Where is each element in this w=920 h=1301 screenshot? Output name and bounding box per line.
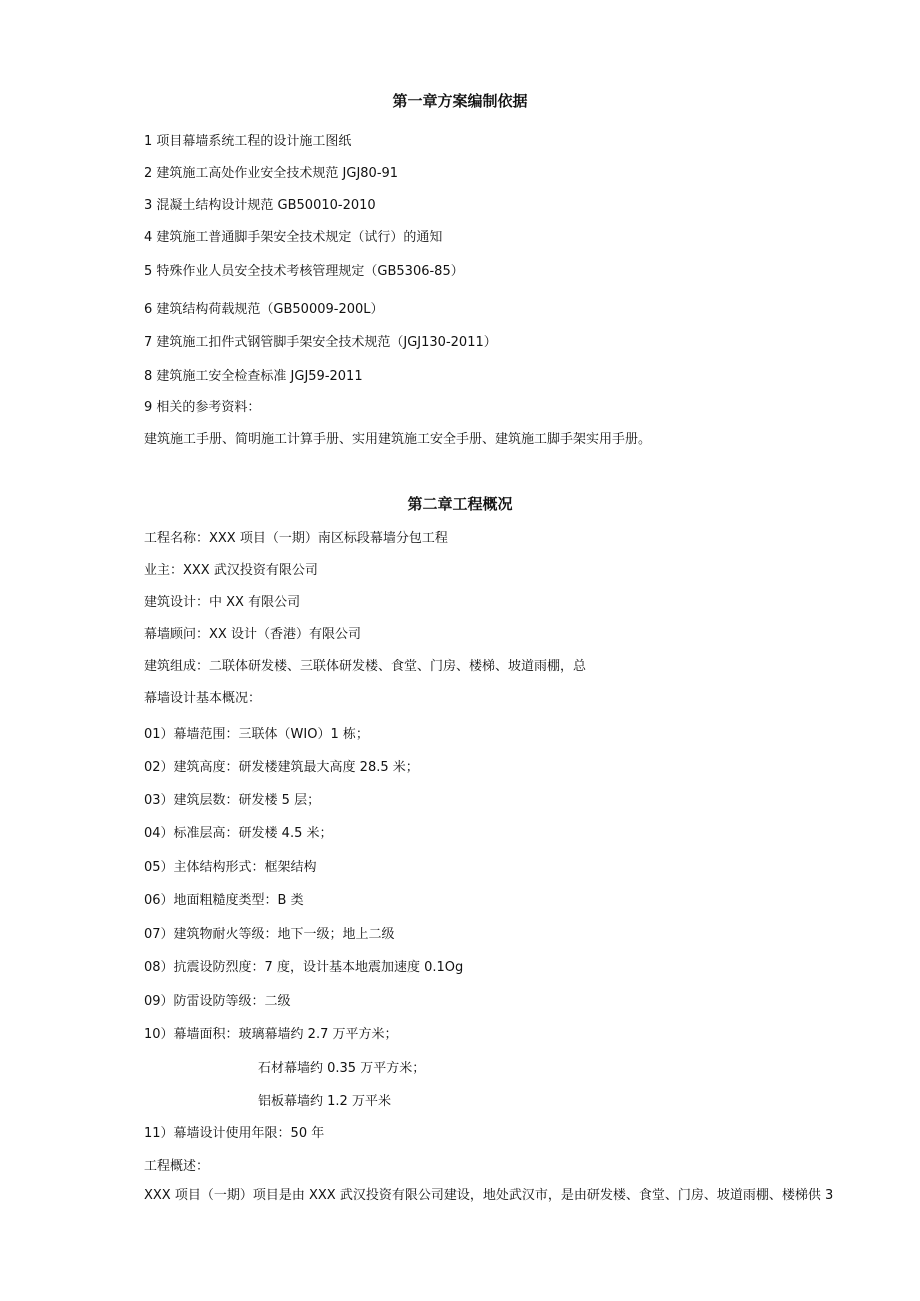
area-aluminum: 铝板幕墙约 1.2 万平米 — [258, 1094, 391, 1109]
detail-item-02: 02）建筑高度：研发楼建筑最大高度 28.5 米； — [144, 760, 419, 775]
chapter-2-title: 第二章工程概况 — [407, 495, 513, 513]
project-owner: 业主：XXX 武汉投资有限公司 — [144, 563, 318, 578]
detail-item-07: 07）建筑物耐火等级：地下一级；地上二级 — [144, 927, 395, 942]
project-name: 工程名称：XXX 项目（一期）南区标段幕墙分包工程 — [144, 531, 448, 546]
detail-item-05: 05）主体结构形式：框架结构 — [144, 860, 317, 875]
chapter-1-title: 第一章方案编制依据 — [392, 92, 528, 110]
detail-item-11: 11）幕墙设计使用年限：50 年 — [144, 1126, 325, 1141]
detail-item-10: 10）幕墙面积：玻璃幕墙约 2.7 万平方米； — [144, 1027, 398, 1042]
detail-item-04: 04）标准层高：研发楼 4.5 米； — [144, 826, 333, 841]
summary-text: XXX 项目（一期）项目是由 XXX 武汉投资有限公司建设，地处武汉市，是由研发楼、食堂、门房、坡道雨棚、楼梯供 3 — [144, 1188, 834, 1203]
summary-label: 工程概述： — [144, 1159, 210, 1174]
basis-item-2: 2 建筑施工高处作业安全技术规范 JGJ80-91 — [144, 166, 399, 181]
basis-item-6: 6 建筑结构荷载规范（GB50009-200L） — [144, 302, 384, 317]
detail-item-06: 06）地面粗糙度类型：B 类 — [144, 893, 304, 908]
basis-item-4: 4 建筑施工普通脚手架安全技术规定（试行）的通知 — [144, 230, 443, 245]
basis-item-8: 8 建筑施工安全检查标准 JGJ59-2011 — [144, 369, 363, 384]
detail-item-08: 08）抗震设防烈度：7 度，设计基本地震加速度 0.1Og — [144, 960, 464, 975]
architect: 建筑设计：中 XX 有限公司 — [144, 595, 301, 610]
basis-item-5: 5 特殊作业人员安全技术考核管理规定（GB5306-85） — [144, 264, 464, 279]
reference-list: 建筑施工手册、简明施工计算手册、实用建筑施工安全手册、建筑施工脚手架实用手册。 — [144, 432, 652, 447]
basis-item-7: 7 建筑施工扣件式钢管脚手架安全技术规范（JGJ130-2011） — [144, 335, 497, 350]
detail-item-03: 03）建筑层数：研发楼 5 层； — [144, 793, 321, 808]
basis-item-9: 9 相关的参考资料： — [144, 400, 261, 415]
curtain-wall-consultant: 幕墙顾问：XX 设计（香港）有限公司 — [144, 627, 361, 642]
detail-item-09: 09）防雷设防等级：二级 — [144, 994, 291, 1009]
basis-item-1: 1 项目幕墙系统工程的设计施工图纸 — [144, 134, 352, 149]
basis-item-3: 3 混凝土结构设计规范 GB50010-2010 — [144, 198, 376, 213]
detail-item-01: 01）幕墙范围：三联体（WIO）1 栋； — [144, 727, 369, 742]
building-composition: 建筑组成：二联体研发楼、三联体研发楼、食堂、门房、楼梯、坡道雨棚，总 — [144, 659, 587, 674]
design-overview-label: 幕墙设计基本概况： — [144, 691, 262, 706]
area-stone: 石材幕墙约 0.35 万平方米； — [258, 1061, 426, 1076]
